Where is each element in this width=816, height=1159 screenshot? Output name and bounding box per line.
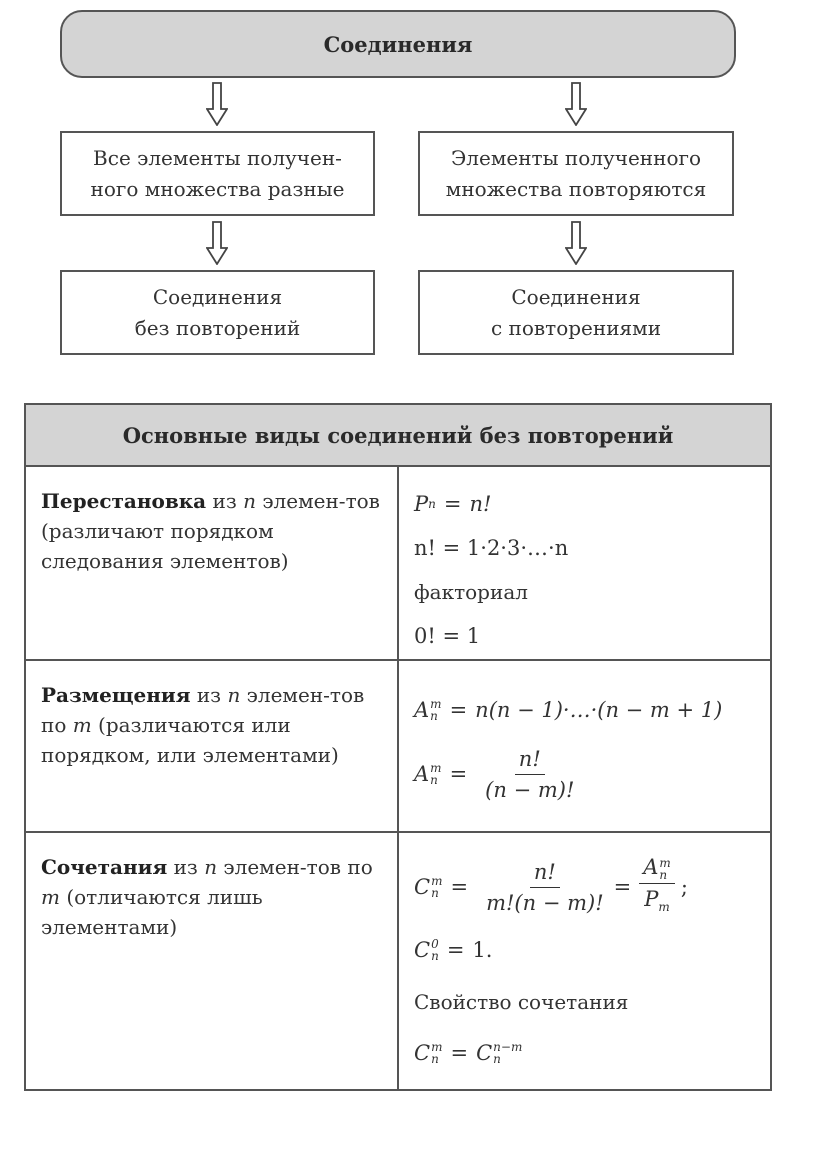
desc-text: из — [206, 489, 244, 513]
desc-text: из — [167, 855, 205, 879]
fraction-denominator: m!(n − m)! — [486, 890, 604, 915]
formula-factorial: n! = 1·2·3·…·n — [414, 536, 569, 560]
desc-var: m — [41, 885, 60, 909]
table-header: Основные виды соединений без повторений — [25, 404, 771, 466]
desc-text: элемен-тов (различают порядком следования элементов) — [41, 489, 380, 573]
result-no-repeat-label: Соединения без повторений — [134, 284, 301, 340]
formula-permutation: P n = n! — [414, 492, 492, 516]
formula-arrangement-product: A m n = n(n − 1)·…·(n − m + 1) — [414, 697, 723, 723]
formula-rhs: 1. — [472, 938, 493, 962]
table-row — [25, 466, 771, 660]
desc-text: элемен-тов по — [41, 683, 365, 737]
formula-rhs: n(n − 1)·…·(n − m + 1) — [475, 698, 723, 722]
fraction-denominator: (n − m)! — [485, 777, 575, 802]
fraction-numerator: n! — [515, 746, 545, 775]
formula-combination-zero: C 0 n = 1. — [414, 937, 493, 963]
formula-superscript: m — [430, 697, 442, 711]
factorial-label: факториал — [414, 580, 528, 604]
desc-text: (различаются или порядком, или элементами) — [41, 713, 339, 767]
desc-text: из — [190, 683, 228, 707]
formula-superscript: m — [431, 874, 443, 888]
condition-repeat-box — [418, 131, 734, 216]
combination-property-label: Свойство сочетания — [414, 990, 629, 1014]
arrangement-formulas — [398, 660, 771, 832]
formula-superscript: n−m — [493, 1040, 523, 1054]
root-node-label: Соединения — [323, 31, 473, 57]
formula-symbol: C — [476, 1041, 493, 1065]
permutation-term: Перестановка — [41, 489, 207, 513]
root-node — [60, 10, 736, 78]
formula-subscript: n — [428, 497, 436, 511]
formula-superscript: 0 — [431, 937, 439, 951]
formula-subscript: n — [493, 1052, 501, 1066]
desc-text: элемен-тов по — [217, 855, 373, 879]
formula-symbol: A — [414, 698, 430, 722]
fraction-numerator: n! — [530, 859, 560, 888]
result-no-repeat-box — [60, 270, 375, 355]
combination-description — [25, 832, 398, 1090]
formula-symbol: P — [414, 492, 429, 516]
table-row — [25, 660, 771, 832]
desc-text: (отличаются лишь элементами) — [41, 885, 263, 939]
formula-subscript: n — [431, 1052, 439, 1066]
formula-symbol: C — [414, 875, 431, 899]
formula-symbol: C — [414, 1041, 431, 1065]
desc-var: n — [243, 489, 256, 513]
desc-var: m — [72, 713, 92, 737]
formula-zero-factorial: 0! = 1 — [414, 624, 481, 648]
formula-superscript: m — [659, 855, 671, 870]
formula-subscript: n — [431, 886, 439, 900]
condition-distinct-label: Все элементы получен- ного множества разные — [90, 145, 345, 201]
result-repeat-label: Соединения с повторениями — [490, 284, 662, 340]
formula-superscript: m — [430, 761, 442, 775]
formula-subscript: n — [430, 709, 438, 723]
condition-repeat-label: Элементы полученного множества повторяются — [445, 145, 707, 201]
formula-symbol: C — [414, 938, 431, 962]
arrow-down-icon — [206, 221, 228, 265]
desc-var: n — [227, 683, 241, 707]
formula-subscript: n — [431, 949, 439, 963]
combination-formulas — [398, 832, 771, 1090]
formula-combination-symmetry: C m n = C n−m n — [414, 1040, 523, 1066]
arrangement-description — [25, 660, 398, 832]
formula-symbol: A — [414, 762, 430, 786]
fraction-denominator: P — [644, 886, 659, 911]
result-repeat-box — [418, 270, 734, 355]
desc-var: n — [204, 855, 218, 879]
combination-term: Сочетания — [41, 855, 168, 879]
formula-subscript: n — [659, 867, 668, 882]
formula-superscript: m — [431, 1040, 443, 1054]
permutation-formulas — [398, 466, 771, 660]
combinations-table — [24, 403, 772, 1091]
arrow-down-icon — [565, 221, 587, 265]
formula-combination: C m n = $\frac{n!}{m!(n - m)!}$ = A m n $P_m$ ; — [414, 855, 688, 915]
fraction-numerator: A — [643, 855, 659, 880]
table-row — [25, 832, 771, 1090]
arrow-down-icon — [565, 82, 587, 126]
arrow-down-icon — [206, 82, 228, 126]
formula-subscript: n — [430, 773, 438, 787]
permutation-description — [25, 466, 398, 660]
formula-arrangement-fraction: A m n = $\frac{n!}{(n - m)!}$ — [414, 738, 769, 810]
arrangement-term: Размещения — [41, 683, 191, 707]
formula-subscript: m — [658, 899, 670, 914]
formula-rhs: n! — [469, 492, 492, 516]
condition-distinct-box — [60, 131, 375, 216]
